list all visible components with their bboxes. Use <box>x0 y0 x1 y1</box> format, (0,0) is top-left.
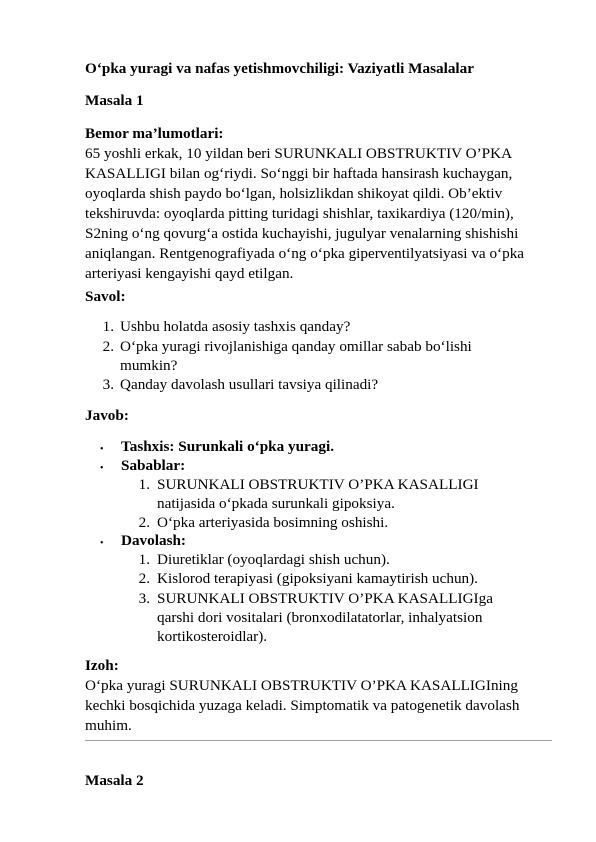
patient-info-line: S2ning o‘ng qovurg‘a ostida kuchayishi, jugulyar venalarning shishishi <box>85 225 519 242</box>
note-line: kechki bosqichida yuzaga keladi. Simptomatik va patogenetik davolash <box>85 697 520 714</box>
note-line: muhim. <box>85 717 132 734</box>
question-label: Savol: <box>85 288 126 305</box>
answer-label: Javob: <box>85 407 129 424</box>
cause-item-continued: natijasida o‘pkada surunkali gipoksiya. <box>157 495 395 512</box>
patient-info-line: tekshiruvda: oyoqlarda pitting turidagi shishlar, taxikardiya (120/min), <box>85 205 514 222</box>
document-title: O‘pka yuragi va nafas yetishmovchiligi: Vaziyatli Masalalar <box>85 60 474 77</box>
patient-info-line: aniqlangan. Rentgenografiyada o‘ng o‘pka giperventilyatsiyasi va o‘pka <box>85 245 525 262</box>
treatment-item-continued: kortikosteroidlar). <box>157 628 268 645</box>
cause-item: O‘pka arteriyasida bosimning oshishi. <box>157 514 389 531</box>
bullet-icon: • <box>100 444 104 455</box>
treatment-item: SURUNKALI OBSTRUKTIV O’PKA KASALLIGIga <box>157 590 493 607</box>
question-number: 2. <box>102 338 114 355</box>
patient-info-line: oyoqlarda shish paydo bo‘lgan, holsizlikdan shikoyat qildi. Ob’ektiv <box>85 185 503 202</box>
patient-info-line: KASALLIGI bilan og‘riydi. So‘nggi bir haftada hansirash kuchaygan, <box>85 165 513 182</box>
diagnosis-answer: Tashxis: Surunkali o‘pka yuragi. <box>121 438 334 455</box>
horizontal-divider <box>85 740 552 741</box>
treatment-label: Davolash: <box>121 532 186 549</box>
note-label: Izoh: <box>85 657 119 674</box>
question-item: O‘pka yuragi rivojlanishiga qanday omillar sabab bo‘lishi <box>120 338 472 355</box>
case-1-heading: Masala 1 <box>85 92 144 109</box>
cause-number: 1. <box>138 476 150 493</box>
bullet-icon: • <box>100 538 104 549</box>
treatment-item: Kislorod terapiyasi (gipoksiyani kamaytirish uchun). <box>157 570 478 587</box>
note-section <box>85 656 565 736</box>
causes-label: Sabablar: <box>121 457 186 474</box>
patient-info-label: Bemor ma’lumotlari: <box>85 125 224 142</box>
treatment-number: 3. <box>138 590 150 607</box>
cause-number: 2. <box>138 514 150 531</box>
case-2-heading: Masala 2 <box>85 772 144 789</box>
patient-info-line: 65 yoshli erkak, 10 yildan beri SURUNKALI OBSTRUKTIV O’PKA <box>85 145 513 162</box>
question-number: 1. <box>102 318 114 335</box>
question-item: Ushbu holatda asosiy tashxis qanday? <box>120 318 351 335</box>
bullet-icon: • <box>100 463 104 474</box>
patient-info-line: arteriyasi kengayishi qayd etilgan. <box>85 265 294 282</box>
question-item: Qanday davolash usullari tavsiya qilinadi? <box>120 376 379 393</box>
patient-info-section <box>85 124 565 284</box>
question-number: 3. <box>102 376 114 393</box>
treatment-item: Diuretiklar (oyoqlardagi shish uchun). <box>157 551 390 568</box>
cause-item: SURUNKALI OBSTRUKTIV O’PKA KASALLIGI <box>157 476 479 493</box>
note-line: O‘pka yuragi SURUNKALI OBSTRUKTIV O’PKA KASALLIGIning <box>85 677 518 694</box>
treatment-item-continued: qarshi dori vositalari (bronxodilatatorlar, inhalyatsion <box>157 609 483 626</box>
treatment-number: 1. <box>138 551 150 568</box>
treatment-number: 2. <box>138 570 150 587</box>
question-item-continued: mumkin? <box>120 357 178 374</box>
